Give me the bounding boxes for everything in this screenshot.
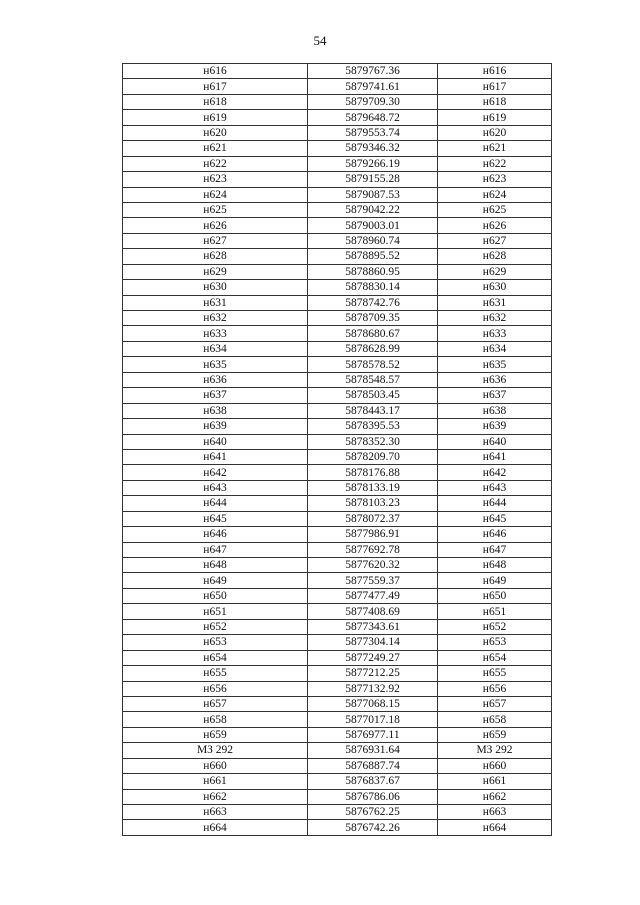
point-id-cell: н656	[123, 681, 308, 696]
point-ref-cell: н664	[438, 820, 552, 835]
point-id-cell: н619	[123, 110, 308, 125]
point-ref-cell: н656	[438, 681, 552, 696]
table-row	[123, 465, 552, 480]
coordinate-cell: 5876837.67	[308, 774, 438, 789]
table-row	[123, 79, 552, 94]
coordinate-cell: 5878709.35	[308, 311, 438, 326]
table-row	[123, 419, 552, 434]
point-ref-cell: н616	[438, 64, 552, 79]
table-row	[123, 805, 552, 820]
point-id-cell: н653	[123, 635, 308, 650]
point-ref-cell: н618	[438, 94, 552, 109]
point-id-cell: н645	[123, 511, 308, 526]
table-row	[123, 789, 552, 804]
table-row	[123, 480, 552, 495]
point-id-cell: н618	[123, 94, 308, 109]
table-row	[123, 295, 552, 310]
table-row	[123, 666, 552, 681]
coordinate-cell: 5878072.37	[308, 511, 438, 526]
table-row	[123, 187, 552, 202]
point-id-cell: н634	[123, 341, 308, 356]
point-id-cell: н639	[123, 419, 308, 434]
coordinate-cell: 5877212.25	[308, 666, 438, 681]
point-ref-cell: н631	[438, 295, 552, 310]
point-ref-cell: н633	[438, 326, 552, 341]
point-ref-cell: н627	[438, 233, 552, 248]
coordinate-cell: 5878176.88	[308, 465, 438, 480]
table-row	[123, 280, 552, 295]
point-ref-cell: н626	[438, 218, 552, 233]
table-row	[123, 619, 552, 634]
coordinate-cell: 5879266.19	[308, 156, 438, 171]
table-row	[123, 496, 552, 511]
point-id-cell: н661	[123, 774, 308, 789]
table-row	[123, 774, 552, 789]
coordinate-cell: 5878830.14	[308, 280, 438, 295]
coordinate-cell: 5876931.64	[308, 743, 438, 758]
point-ref-cell: н641	[438, 449, 552, 464]
point-ref-cell: н624	[438, 187, 552, 202]
coordinate-cell: 5878895.52	[308, 249, 438, 264]
table-row	[123, 635, 552, 650]
coordinate-cell: 5878860.95	[308, 264, 438, 279]
coordinates-table	[122, 63, 552, 836]
point-ref-cell: н638	[438, 403, 552, 418]
point-id-cell: н646	[123, 527, 308, 542]
point-id-cell: н637	[123, 388, 308, 403]
point-ref-cell: н646	[438, 527, 552, 542]
table-row	[123, 743, 552, 758]
point-id-cell: н647	[123, 542, 308, 557]
point-id-cell: н640	[123, 434, 308, 449]
table-row	[123, 172, 552, 187]
point-id-cell: н649	[123, 573, 308, 588]
coordinate-cell: 5878578.52	[308, 357, 438, 372]
point-id-cell: н644	[123, 496, 308, 511]
table-row	[123, 64, 552, 79]
table-row	[123, 527, 552, 542]
point-ref-cell: н639	[438, 419, 552, 434]
table-row	[123, 326, 552, 341]
coordinate-cell: 5878443.17	[308, 403, 438, 418]
table-row	[123, 727, 552, 742]
coordinate-cell: 5876977.11	[308, 727, 438, 742]
coordinate-cell: 5878503.45	[308, 388, 438, 403]
table-row	[123, 588, 552, 603]
point-id-cell: н629	[123, 264, 308, 279]
coordinate-cell: 5879087.53	[308, 187, 438, 202]
table-row	[123, 712, 552, 727]
point-ref-cell: н634	[438, 341, 552, 356]
point-id-cell: н641	[123, 449, 308, 464]
point-ref-cell: н645	[438, 511, 552, 526]
table-row	[123, 233, 552, 248]
point-id-cell: н655	[123, 666, 308, 681]
point-id-cell: н622	[123, 156, 308, 171]
point-id-cell: н650	[123, 588, 308, 603]
point-ref-cell: н628	[438, 249, 552, 264]
coordinate-cell: 5878680.67	[308, 326, 438, 341]
coordinate-cell: 5878960.74	[308, 233, 438, 248]
table-row	[123, 758, 552, 773]
point-id-cell: н632	[123, 311, 308, 326]
point-id-cell: н648	[123, 558, 308, 573]
coordinate-cell: 5879042.22	[308, 202, 438, 217]
table-row	[123, 125, 552, 140]
table-row	[123, 573, 552, 588]
point-id-cell: н633	[123, 326, 308, 341]
coordinate-cell: 5877620.32	[308, 558, 438, 573]
point-id-cell: н617	[123, 79, 308, 94]
point-ref-cell: н655	[438, 666, 552, 681]
point-ref-cell: МЗ 292	[438, 743, 552, 758]
point-id-cell: н627	[123, 233, 308, 248]
coordinate-cell: 5877692.78	[308, 542, 438, 557]
coordinate-cell: 5877343.61	[308, 619, 438, 634]
coordinate-cell: 5879648.72	[308, 110, 438, 125]
table-row	[123, 156, 552, 171]
coordinate-cell: 5876742.26	[308, 820, 438, 835]
point-ref-cell: н657	[438, 696, 552, 711]
point-id-cell: н631	[123, 295, 308, 310]
table-body	[123, 64, 552, 836]
point-ref-cell: н629	[438, 264, 552, 279]
point-id-cell: МЗ 292	[123, 743, 308, 758]
point-ref-cell: н663	[438, 805, 552, 820]
page-number: 54	[313, 33, 327, 48]
coordinate-cell: 5879346.32	[308, 141, 438, 156]
point-ref-cell: н651	[438, 604, 552, 619]
point-ref-cell: н653	[438, 635, 552, 650]
table-row	[123, 820, 552, 835]
point-id-cell: н628	[123, 249, 308, 264]
point-ref-cell: н654	[438, 650, 552, 665]
point-id-cell: н630	[123, 280, 308, 295]
point-ref-cell: н635	[438, 357, 552, 372]
coordinate-cell: 5877068.15	[308, 696, 438, 711]
coordinate-cell: 5877477.49	[308, 588, 438, 603]
coordinate-cell: 5877559.37	[308, 573, 438, 588]
point-id-cell: н623	[123, 172, 308, 187]
table-row	[123, 403, 552, 418]
coordinate-cell: 5878133.19	[308, 480, 438, 495]
table-row	[123, 434, 552, 449]
point-id-cell: н635	[123, 357, 308, 372]
point-ref-cell: н617	[438, 79, 552, 94]
table-row	[123, 311, 552, 326]
coordinate-cell: 5878548.57	[308, 372, 438, 387]
table-row	[123, 542, 552, 557]
point-ref-cell: н640	[438, 434, 552, 449]
point-id-cell: н638	[123, 403, 308, 418]
table-row	[123, 558, 552, 573]
point-id-cell: н659	[123, 727, 308, 742]
point-ref-cell: н625	[438, 202, 552, 217]
point-id-cell: н636	[123, 372, 308, 387]
table-row	[123, 202, 552, 217]
table-row	[123, 604, 552, 619]
point-id-cell: н642	[123, 465, 308, 480]
coordinate-cell: 5877249.27	[308, 650, 438, 665]
coordinate-cell: 5876762.25	[308, 805, 438, 820]
table-row	[123, 110, 552, 125]
point-id-cell: н643	[123, 480, 308, 495]
table-row	[123, 94, 552, 109]
table-row	[123, 264, 552, 279]
point-ref-cell: н622	[438, 156, 552, 171]
point-ref-cell: н659	[438, 727, 552, 742]
table-row	[123, 696, 552, 711]
point-ref-cell: н661	[438, 774, 552, 789]
point-ref-cell: н660	[438, 758, 552, 773]
point-ref-cell: н648	[438, 558, 552, 573]
coordinate-cell: 5877017.18	[308, 712, 438, 727]
point-ref-cell: н637	[438, 388, 552, 403]
coordinate-cell: 5879767.36	[308, 64, 438, 79]
point-ref-cell: н643	[438, 480, 552, 495]
point-ref-cell: н619	[438, 110, 552, 125]
table-row	[123, 650, 552, 665]
point-ref-cell: н652	[438, 619, 552, 634]
point-ref-cell: н636	[438, 372, 552, 387]
table-row	[123, 218, 552, 233]
point-id-cell: н624	[123, 187, 308, 202]
point-ref-cell: н658	[438, 712, 552, 727]
coordinate-cell: 5878352.30	[308, 434, 438, 449]
coordinate-cell: 5877304.14	[308, 635, 438, 650]
point-id-cell: н616	[123, 64, 308, 79]
point-id-cell: н662	[123, 789, 308, 804]
point-ref-cell: н649	[438, 573, 552, 588]
point-id-cell: н652	[123, 619, 308, 634]
point-id-cell: н663	[123, 805, 308, 820]
table-row	[123, 357, 552, 372]
coordinate-cell: 5877986.91	[308, 527, 438, 542]
point-id-cell: н626	[123, 218, 308, 233]
point-id-cell: н660	[123, 758, 308, 773]
coordinate-cell: 5878209.70	[308, 449, 438, 464]
coordinate-cell: 5876887.74	[308, 758, 438, 773]
point-id-cell: н620	[123, 125, 308, 140]
table-row	[123, 388, 552, 403]
point-ref-cell: н662	[438, 789, 552, 804]
coordinate-cell: 5876786.06	[308, 789, 438, 804]
table-row	[123, 249, 552, 264]
point-ref-cell: н647	[438, 542, 552, 557]
table-row	[123, 372, 552, 387]
point-id-cell: н658	[123, 712, 308, 727]
point-ref-cell: н623	[438, 172, 552, 187]
point-ref-cell: н620	[438, 125, 552, 140]
point-ref-cell: н621	[438, 141, 552, 156]
coordinate-cell: 5879155.28	[308, 172, 438, 187]
coordinate-cell: 5877132.92	[308, 681, 438, 696]
point-id-cell: н625	[123, 202, 308, 217]
point-id-cell: н654	[123, 650, 308, 665]
coordinate-cell: 5878395.53	[308, 419, 438, 434]
table-row	[123, 141, 552, 156]
point-ref-cell: н650	[438, 588, 552, 603]
point-id-cell: н657	[123, 696, 308, 711]
point-ref-cell: н642	[438, 465, 552, 480]
point-ref-cell: н644	[438, 496, 552, 511]
point-id-cell: н664	[123, 820, 308, 835]
coordinate-cell: 5879741.61	[308, 79, 438, 94]
table-row	[123, 511, 552, 526]
coordinate-cell: 5878742.76	[308, 295, 438, 310]
point-id-cell: н651	[123, 604, 308, 619]
table-row	[123, 341, 552, 356]
coordinate-cell: 5879553.74	[308, 125, 438, 140]
point-ref-cell: н632	[438, 311, 552, 326]
point-id-cell: н621	[123, 141, 308, 156]
coordinate-cell: 5879003.01	[308, 218, 438, 233]
table-row	[123, 681, 552, 696]
coordinate-cell: 5879709.30	[308, 94, 438, 109]
coordinate-cell: 5877408.69	[308, 604, 438, 619]
table-row	[123, 449, 552, 464]
point-ref-cell: н630	[438, 280, 552, 295]
coordinate-cell: 5878103.23	[308, 496, 438, 511]
coordinate-cell: 5878628.99	[308, 341, 438, 356]
